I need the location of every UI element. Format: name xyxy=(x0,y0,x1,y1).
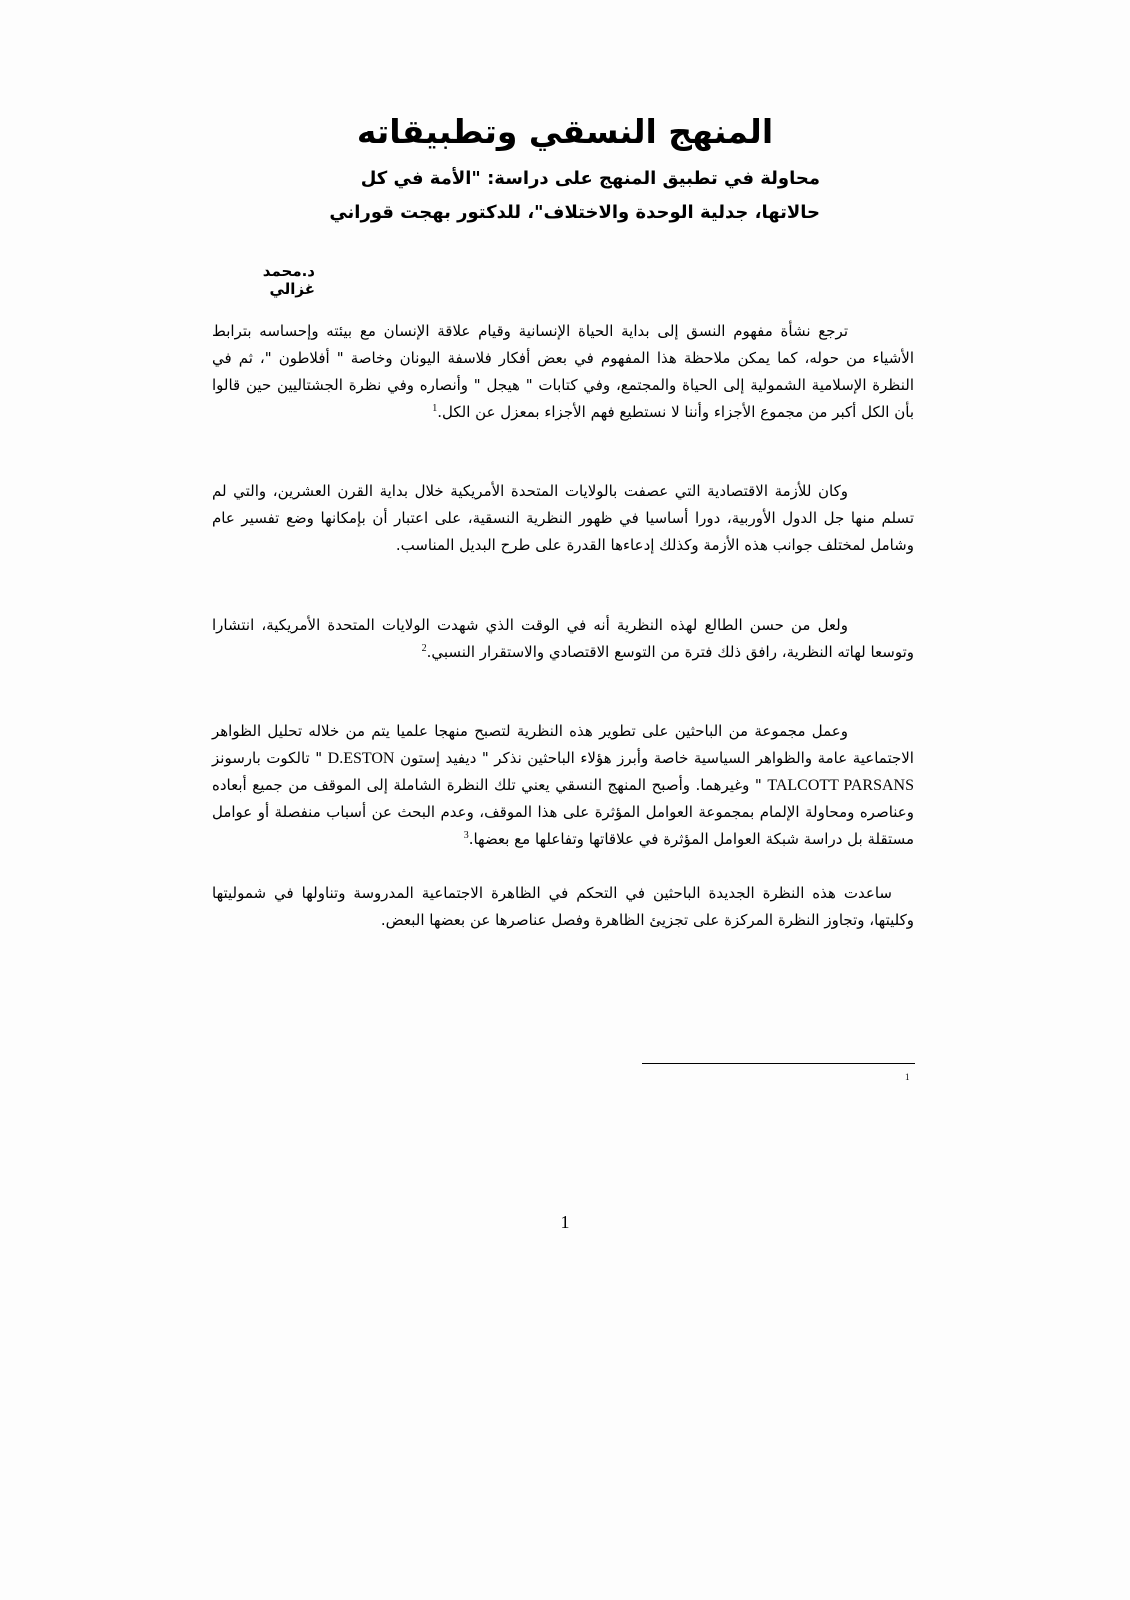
paragraph-1 xyxy=(212,318,914,426)
page-number: 1 xyxy=(560,1212,570,1232)
paragraph-3-text: ولعل من حسن الطالع لهذه النظرية أنه في الوقت الذي شهدت الولايات المتحدة الأمريكية، انتشارا وتوسعا لهاته النظرية، رافق ذلك فترة من التوسع الاقتصادي والاستقرار النسبي. xyxy=(212,616,914,661)
page-title: المنهج النسقي وتطبيقاته xyxy=(356,112,774,151)
paragraph-5 xyxy=(212,880,914,934)
paragraph-4-text-part2: " تالكوت بارسونز xyxy=(212,749,323,767)
footnote-number: 1 xyxy=(905,1072,910,1082)
paragraph-4 xyxy=(212,718,914,853)
paragraph-4-text-part3: " وغيرهما. وأصبح المنهج النسقي يعني تلك النظرة الشاملة إلى الموقف من جميع أبعاده وعناصره ومحاولة الإلمام بمجموعة العوامل المؤثرة على هذا الموقف، وعدم البحث عن أسباب منفصلة أو عوامل مستقلة بل دراسة شبكة العوامل المؤثرة في علاقاتها وتفاعلها مع بعضها. xyxy=(212,776,914,848)
latin-name-parsons: TALCOTT PARSANS xyxy=(767,777,914,794)
paragraph-5-text: ساعدت هذه النظرة الجديدة الباحثين في التحكم في الظاهرة الاجتماعية المدروسة وتناولها في شموليتها وكليتها، وتجاوز النظرة المركزة على تجزيئ الظاهرة وفصل عناصرها عن بعضها البعض. xyxy=(212,884,914,929)
paragraph-4-text-part1: وعمل مجموعة من الباحثين على تطوير هذه النظرية لتصبح منهجا علميا يتم من خلاله تحليل الظواهر الاجتماعية عامة والظواهر السياسية خاصة وأبرز هؤلاء الباحثين نذكر " ديفيد إستون xyxy=(212,722,914,767)
paragraph-2 xyxy=(212,478,914,559)
footnote-ref-1[interactable]: 1 xyxy=(432,403,438,414)
latin-name-eston: D.ESTON xyxy=(327,750,395,767)
paragraph-1-text: ترجع نشأة مفهوم النسق إلى بداية الحياة الإنسانية وقيام علاقة الإنسان مع بيئته وإحساسه بترابط الأشياء من حوله، كما يمكن ملاحظة هذا المفهوم في بعض أفكار فلاسفة اليونان وخاصة " أفلاطون "، ثم في النظرة الإسلامية الشمولية إلى الحياة والمجتمع، وفي كتابات " هيجل " وأنصاره وفي نظرة الجشتاليين حين قالوا بأن الكل أكبر من مجموع الأجزاء وأننا لا نستطيع فهم الأجزاء بمعزل عن الكل. xyxy=(212,322,914,421)
footnote-ref-2[interactable]: 2 xyxy=(421,643,427,654)
page-subtitle: محاولة في تطبيق المنهج على دراسة: "الأمة في كل حالاتها، جدلية الوحدة والاختلاف"، للدكتور بهجت قوراني xyxy=(329,168,820,223)
paragraph-2-text: وكان للأزمة الاقتصادية التي عصفت بالولايات المتحدة الأمريكية خلال بداية القرن العشرين، والتي لم تسلم منها جل الدول الأوربية، دورا أساسيا في ظهور النظرية النسقية، على اعتبار أن بإمكانها وضع تفسير عام وشامل لمختلف جوانب هذه الأزمة وكذلك إدعاءها القدرة على طرح البديل المناسب. xyxy=(212,482,914,554)
footnote-ref-3[interactable]: 3 xyxy=(463,830,469,841)
paragraph-3 xyxy=(212,612,914,666)
footnote-separator xyxy=(642,1063,915,1064)
author-name: د.محمد غزالي xyxy=(262,262,315,298)
